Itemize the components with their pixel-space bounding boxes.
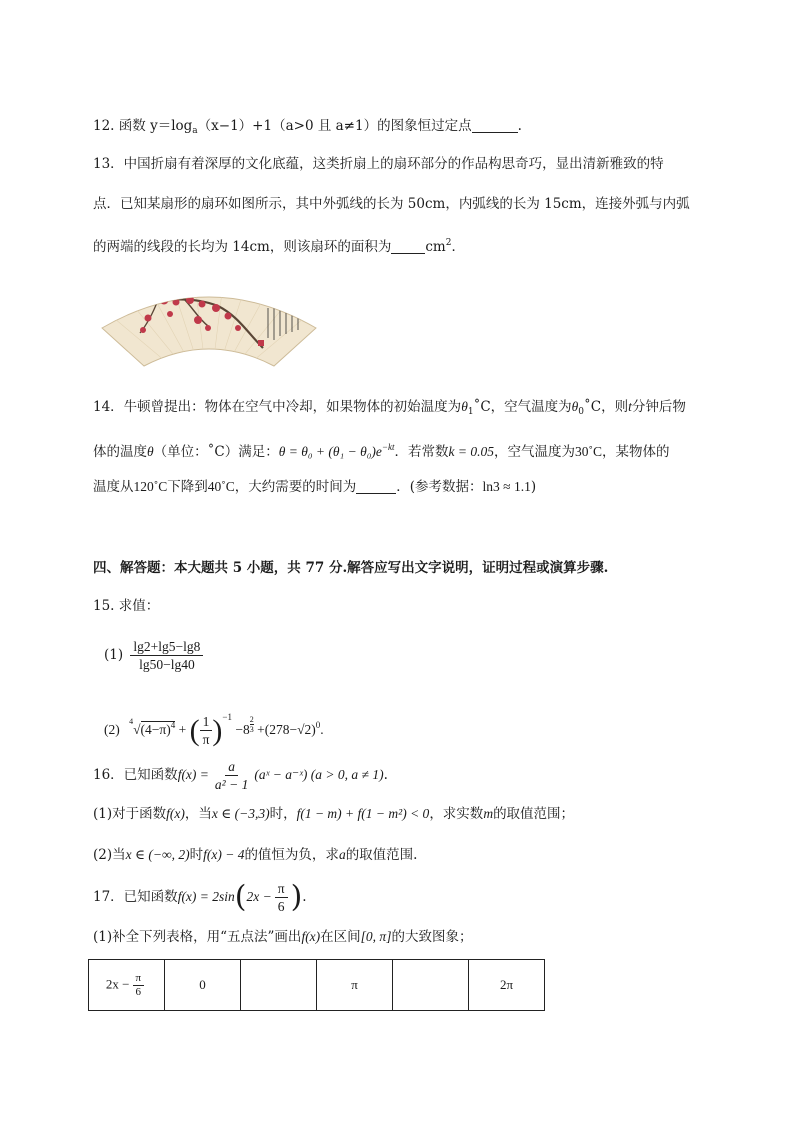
- q14-text: ，空气温度为: [493, 444, 575, 460]
- minus-eight: −8: [235, 722, 250, 737]
- q13-line-2: 点．已知某扇形的扇环如图所示，其中外弧线的长为 50cm，内弧线的长为 15cm，连接外弧与内弧: [93, 196, 690, 212]
- fx-minus-4: f(x) − 4: [203, 847, 245, 862]
- theta0-sub: 0: [578, 407, 585, 417]
- inequality: f(1 − m) + f(1 − m²) < 0: [296, 806, 430, 821]
- radicand-body: (4−π): [140, 722, 171, 737]
- pi-over-6: [275, 880, 288, 915]
- q13-line-3-text: 的两端的线段的长均为 14cm，则该扇环的面积为: [93, 239, 392, 255]
- q16-text: 的值恒为负，求: [244, 847, 339, 863]
- q14-text: ，大约需要的时间为: [234, 479, 357, 495]
- q14-text: ．若常数: [394, 444, 449, 460]
- table-row: [89, 960, 545, 1011]
- table-header-cell: [89, 960, 165, 1011]
- theta1-sub: 1: [467, 407, 474, 417]
- fx: f(x): [301, 929, 321, 944]
- one-over-pi: [200, 713, 213, 748]
- table-cell[interactable]: [241, 960, 317, 1011]
- q15-part-1-label: (1): [104, 647, 124, 663]
- fraction-denominator: π: [202, 732, 210, 748]
- q14-line-1: [93, 398, 686, 421]
- cooling-formula: θ = θ₀ + (θ₁ − θ₀)e: [278, 444, 382, 459]
- q14-text: 下降到: [167, 479, 208, 495]
- interval: [0, π]: [360, 929, 392, 944]
- q12-line: [93, 117, 522, 140]
- theta1: θ: [461, 399, 468, 414]
- m-var: m: [483, 806, 494, 821]
- fraction-denominator: 6: [135, 985, 142, 998]
- cooling-exponent: −kt: [381, 442, 395, 452]
- q14-text: （单位：˚C）满足：: [153, 444, 279, 460]
- q16-text: ，求实数: [429, 806, 484, 822]
- q13-answer-blank[interactable]: [391, 239, 425, 254]
- t-var: t: [628, 399, 632, 414]
- q16-text: 16．已知函数: [93, 767, 178, 783]
- end-period: .: [320, 722, 324, 737]
- section-4-heading: 四、解答题：本大题共 5 小题，共 77 分.解答应写出文字说明，证明过程或演算步骤.: [93, 560, 609, 576]
- q16-text: ，当: [184, 806, 212, 822]
- q14-line-3: [93, 478, 536, 496]
- q17-text: 的大致图象；: [391, 929, 473, 945]
- q16-part-2: [93, 846, 417, 864]
- q12-num: 12.: [93, 118, 115, 134]
- q16-statement: [93, 758, 388, 793]
- q17-text: (1)补全下列表格，用“五点法”画出: [93, 929, 302, 945]
- radicand: [141, 721, 176, 737]
- q16-fx: f(x) =: [177, 767, 209, 782]
- left-paren: (: [234, 879, 247, 915]
- q16-text: 时，: [269, 806, 297, 822]
- fraction-numerator: a: [225, 758, 238, 776]
- q17-end: .: [302, 889, 307, 905]
- exp-num: 2: [249, 715, 254, 724]
- table-cell[interactable]: 0: [165, 960, 241, 1011]
- q17-arg: 2x −: [246, 889, 272, 904]
- q15-title: 15. 求值：: [93, 598, 160, 614]
- q14-text: 体的温度: [93, 444, 147, 460]
- q14-text: ，某物体的: [601, 444, 670, 460]
- q13-line-3: [93, 234, 465, 256]
- q14-text: ．(参考数据：: [396, 479, 483, 495]
- q16-fraction: [212, 758, 251, 793]
- q14-text: ˚C，则: [584, 399, 629, 415]
- five-point-table: [88, 959, 545, 1011]
- tail-exponent: 0: [315, 720, 321, 730]
- q14-line-2: [93, 438, 669, 461]
- right-paren: ): [212, 713, 223, 747]
- air-temp: 30˚C: [574, 444, 602, 459]
- q17-part-1: [93, 928, 472, 946]
- q14-text: 温度从: [93, 479, 134, 495]
- table-cell[interactable]: π: [317, 960, 393, 1011]
- q14-answer-blank[interactable]: [356, 479, 396, 494]
- folding-fan-image: [98, 278, 320, 370]
- plus-sign: +: [178, 722, 187, 737]
- radical-sign: √: [133, 722, 141, 737]
- header-fraction: [133, 972, 145, 999]
- fraction-numerator: lg2+lg5−lg8: [130, 638, 203, 656]
- q14-text: ): [530, 479, 537, 495]
- fraction-numerator: π: [133, 972, 145, 986]
- exponent-two-thirds: [250, 715, 254, 734]
- q16-end: .: [383, 767, 388, 783]
- q12-log-base: a: [192, 126, 198, 136]
- q16-text: 的取值范围.: [345, 847, 418, 863]
- theta: θ: [147, 444, 154, 459]
- q12-end: .: [517, 118, 522, 134]
- ln3-reference: ln3 ≈ 1.1: [482, 479, 531, 494]
- q13-line-1: 13．中国折扇有着深厚的文化底蕴，这类折扇上的扇环部分的作品构思奇巧，显出清新雅致的特: [93, 156, 664, 172]
- q15-part-1: [104, 638, 206, 673]
- x-domain: x ∈ (−∞, 2): [125, 847, 190, 862]
- right-paren: ): [290, 879, 303, 915]
- theta0: θ: [571, 399, 579, 414]
- q16-text: (1)对于函数: [93, 806, 167, 822]
- q16-text: 的取值范围；: [493, 806, 575, 822]
- q15-part-1-fraction: [130, 638, 203, 673]
- q14-text: 14．牛顿曾提出：物体在空气中冷却，如果物体的初始温度为: [93, 399, 462, 415]
- root-index: 4: [129, 717, 134, 726]
- end-temp: 40˚C: [207, 479, 235, 494]
- q14-text: ˚C，空气温度为: [473, 399, 572, 415]
- x-domain: x ∈ (−3,3): [211, 806, 270, 821]
- fraction-numerator: 1: [200, 713, 213, 731]
- q17-text: 在区间: [320, 929, 361, 945]
- q16-part-1: [93, 805, 574, 823]
- header-arg: 2x −: [105, 975, 130, 991]
- q16-expression: (aˣ − a⁻ˣ) (a > 0, a ≠ 1): [254, 767, 384, 782]
- q12-answer-blank[interactable]: [472, 118, 518, 133]
- k-value: k = 0.05: [448, 444, 494, 459]
- exp-den: 3: [249, 725, 254, 734]
- fraction-denominator: a² − 1: [214, 777, 249, 792]
- radicand-power: 4: [170, 720, 176, 730]
- q13-unit: cm: [425, 239, 446, 255]
- left-paren: (: [189, 713, 200, 747]
- q14-text: 分钟后物: [631, 399, 686, 415]
- tail-term: +(278−√2): [257, 722, 316, 737]
- start-temp: 120˚C: [133, 479, 168, 494]
- q16-text: 时: [189, 847, 204, 863]
- q17-statement: [93, 880, 307, 915]
- q12-text-post: （x−1）+1（a>0 且 a≠1）的图象恒过定点: [197, 118, 472, 134]
- power-neg1: −1: [222, 712, 232, 722]
- q15-part-2: [104, 700, 324, 748]
- a-var: a: [338, 847, 346, 862]
- q17-text: 17．已知函数: [93, 889, 178, 905]
- q12-text-pre: 函数 y＝log: [118, 118, 193, 134]
- q13-unit-sup: 2: [445, 238, 452, 248]
- fx: f(x): [166, 806, 185, 821]
- q13-end: ．: [451, 239, 465, 255]
- fraction-numerator: π: [275, 880, 288, 898]
- q17-fx: f(x) = 2sin: [177, 889, 235, 904]
- table-cell[interactable]: 2π: [469, 960, 545, 1011]
- q15-part-2-label: (2): [104, 722, 120, 737]
- table-cell[interactable]: [393, 960, 469, 1011]
- fraction-denominator: 6: [277, 899, 285, 914]
- fraction-denominator: lg50−lg40: [139, 657, 195, 672]
- q16-text: (2)当: [93, 847, 126, 863]
